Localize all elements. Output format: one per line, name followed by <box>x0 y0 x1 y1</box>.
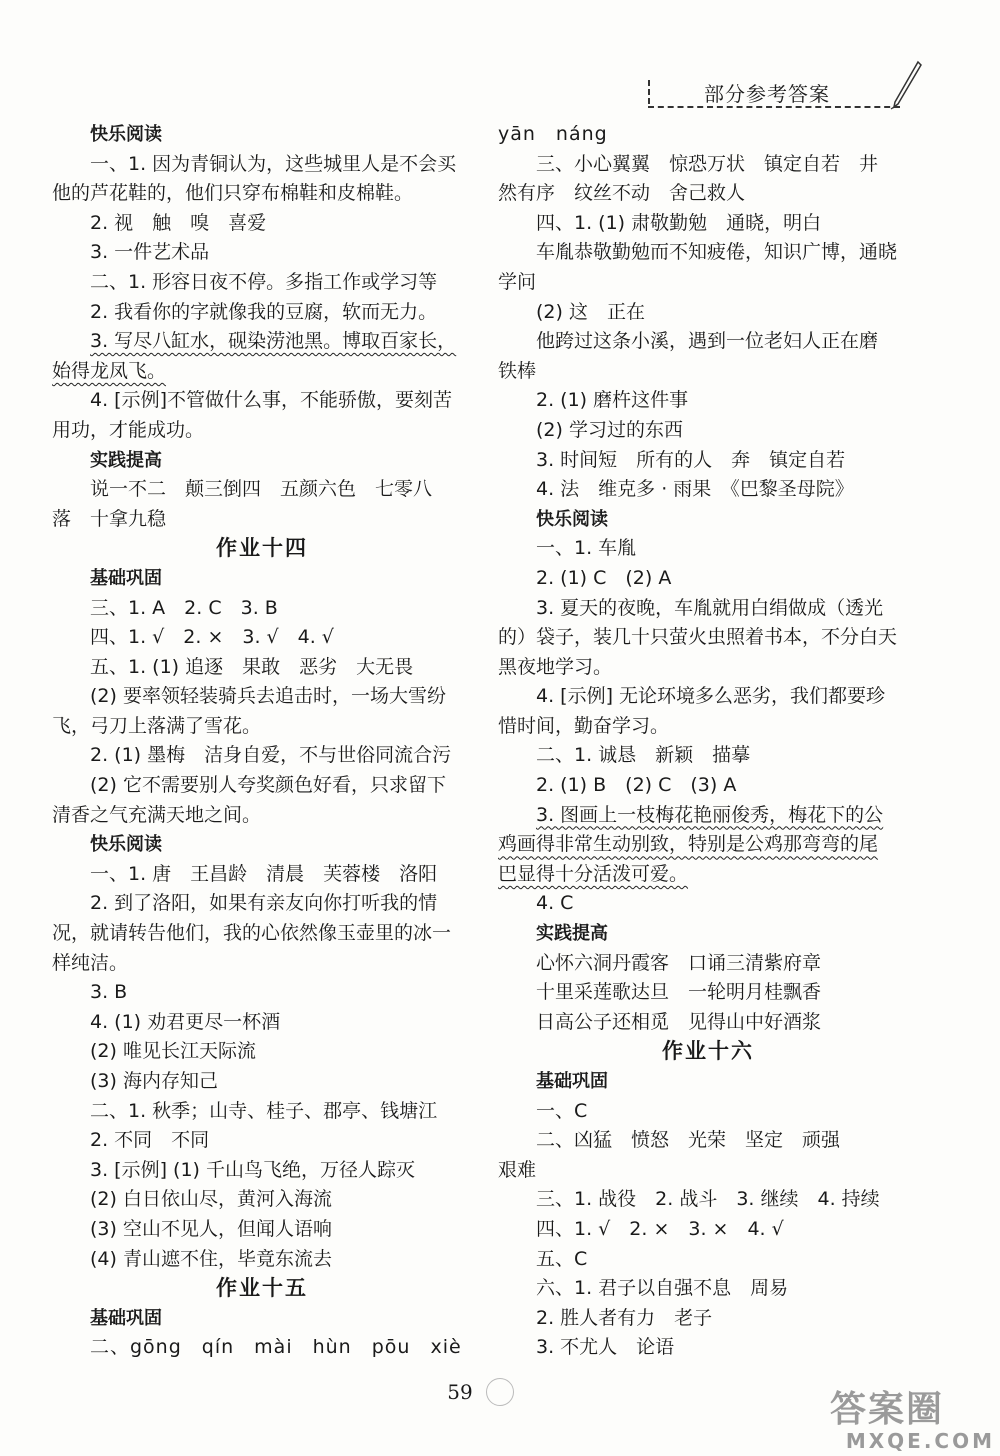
answer-line <box>498 623 918 653</box>
answer-text: 3. 图画上一枝梅花艳丽俊秀，梅花下的公 <box>536 803 884 826</box>
homework-heading <box>52 1274 472 1304</box>
section-heading <box>52 564 472 594</box>
answer-line <box>498 653 918 683</box>
answer-text: (3) 空山不见人，但闻人语响 <box>90 1217 332 1240</box>
answer-line <box>52 682 472 712</box>
answer-line <box>52 268 472 298</box>
answer-line <box>498 1097 918 1127</box>
page-number-text: 59 <box>447 1380 473 1404</box>
answer-text: (2) 要率领轻装骑兵去追击时，一场大雪纷 <box>90 685 446 708</box>
answer-line <box>498 801 918 831</box>
answer-line <box>498 179 918 209</box>
answer-text: 实践提高 <box>90 449 162 471</box>
page-header <box>648 74 900 108</box>
answer-text: 黑夜地学习。 <box>498 655 613 678</box>
answer-line <box>52 1333 472 1363</box>
answer-line <box>52 594 472 624</box>
answer-text: 作业十四 <box>216 536 308 561</box>
answer-text: 基础巩固 <box>90 567 162 589</box>
answer-text: 况，就请转告他们，我的心依然像玉壶里的冰一 <box>52 922 452 945</box>
answer-text: 一、1. 唐 王昌龄 清晨 芙蓉楼 洛阳 <box>90 862 438 885</box>
answer-line <box>52 741 472 771</box>
answer-text: 3. 夏天的夜晚，车胤就用白绢做成（透光 <box>536 596 884 619</box>
answer-line <box>52 327 472 357</box>
answer-text: 心怀六洞丹霞客 口诵三清紫府章 <box>536 951 822 974</box>
answer-text: 四、1. √ 2. × 3. √ 4. √ <box>90 626 334 649</box>
answer-text: 始得龙凤飞。 <box>52 359 167 382</box>
answer-text: 二、凶猛 愤怒 光荣 坚定 顽强 <box>536 1129 841 1152</box>
answer-text: 二、1. 秋季；山寺、桂子、郡亭、钱塘江 <box>90 1099 438 1122</box>
answer-line <box>52 1008 472 1038</box>
answer-line <box>498 150 918 180</box>
answer-line <box>498 771 918 801</box>
answer-line <box>498 327 918 357</box>
answer-text: 三、小心翼翼 惊恐万状 镇定自若 井 <box>536 152 879 175</box>
answer-text: 车胤恭敬勤勉而不知疲倦，知识广博，通晓 <box>536 241 898 264</box>
answer-text: 4. [示例]不管做什么事，不能骄傲，要刻苦 <box>90 389 452 412</box>
answer-line <box>498 712 918 742</box>
answer-text: yān náng <box>498 123 608 145</box>
answer-text: 2. (1) 墨梅 洁身自爱，不与世俗同流合污 <box>90 744 452 767</box>
answer-line <box>52 298 472 328</box>
answer-line <box>52 209 472 239</box>
answer-line <box>498 1245 918 1275</box>
answer-line <box>52 860 472 890</box>
answer-text: 实践提高 <box>536 923 608 945</box>
answer-text: 4. C <box>536 892 574 915</box>
answer-text: 一、1. 因为青铜认为，这些城里人是不会买 <box>90 152 457 175</box>
answer-line <box>52 1067 472 1097</box>
answer-line <box>52 357 472 387</box>
section-heading <box>52 1304 472 1334</box>
answer-line <box>498 446 918 476</box>
answer-text: 惜时间，勤奋学习。 <box>498 714 670 737</box>
homework-heading <box>498 1037 918 1067</box>
answer-line <box>498 1304 918 1334</box>
section-heading <box>498 919 918 949</box>
answer-text: 样纯洁。 <box>52 951 129 974</box>
answer-line <box>498 298 918 328</box>
answer-text: 一、C <box>536 1099 588 1122</box>
answer-line <box>52 179 472 209</box>
answer-line <box>498 416 918 446</box>
answer-text: 2. 到了洛阳，如果有亲友向你打听我的情 <box>90 892 438 915</box>
answer-text: 铁棒 <box>498 359 537 382</box>
answer-line <box>52 386 472 416</box>
answer-text: (4) 青山遮不住，毕竟东流去 <box>90 1247 332 1270</box>
answer-line <box>52 505 472 535</box>
answer-line <box>52 712 472 742</box>
answer-text: 四、1. √ 2. × 3. × 4. √ <box>536 1217 784 1240</box>
answer-line <box>52 949 472 979</box>
answer-text: 3. [示例] (1) 千山鸟飞绝，万径人踪灭 <box>90 1158 415 1181</box>
answer-line <box>498 1008 918 1038</box>
answer-text: 二、1. 形容日夜不停。多指工作或学习等 <box>90 270 438 293</box>
answer-line <box>52 1185 472 1215</box>
answer-line <box>52 238 472 268</box>
decorative-bubble-icon <box>486 1378 514 1406</box>
section-heading <box>498 505 918 535</box>
answer-text: 日高公子还相觅 见得山中好酒浆 <box>536 1010 822 1033</box>
answer-line <box>52 889 472 919</box>
answer-text: 五、1. (1) 追逐 果敢 恶劣 大无畏 <box>90 655 414 678</box>
answer-line <box>498 268 918 298</box>
answer-line <box>52 1037 472 1067</box>
answer-line <box>498 1185 918 1215</box>
pen-icon <box>890 60 924 110</box>
left-column <box>52 120 472 1363</box>
header-divider <box>648 80 650 104</box>
answer-text: 4. [示例] 无论环境多么恶劣，我们都要珍 <box>536 685 886 708</box>
answer-text: 快乐阅读 <box>90 124 162 145</box>
answer-text: 作业十六 <box>662 1039 754 1064</box>
answer-text: 他跨过这条小溪，遇到一位老妇人正在磨 <box>536 330 879 353</box>
answer-line <box>52 1245 472 1275</box>
answer-line <box>498 209 918 239</box>
section-heading <box>52 120 472 150</box>
answer-text: 艰难 <box>498 1158 537 1181</box>
answer-text: 的）袋子，装几十只萤火虫照着书本，不分白天 <box>498 626 898 649</box>
answer-line <box>52 623 472 653</box>
answer-text: 2. 胜人者有力 老子 <box>536 1306 713 1329</box>
answer-text: 基础巩固 <box>90 1307 162 1329</box>
watermark-logo <box>830 1390 995 1454</box>
answer-text: 四、1. (1) 肃敬勤勉 通晓，明白 <box>536 211 822 234</box>
right-column <box>498 120 918 1363</box>
answer-text: (2) 唯见长江天际流 <box>90 1040 256 1063</box>
answer-line <box>498 238 918 268</box>
answer-text: 基础巩固 <box>536 1071 608 1092</box>
answer-line <box>498 949 918 979</box>
answer-line <box>498 1156 918 1186</box>
answer-text: (2) 它不需要别人夸奖颜色好看，只求留下 <box>90 774 446 797</box>
answer-text: 2. 不同 不同 <box>90 1129 210 1152</box>
answer-line <box>52 475 472 505</box>
section-heading <box>52 446 472 476</box>
answer-line <box>52 653 472 683</box>
answer-line <box>52 150 472 180</box>
answer-line <box>52 1097 472 1127</box>
header-title: 部分参考答案 <box>704 82 830 106</box>
answer-text: 2. (1) B (2) C (3) A <box>536 774 737 797</box>
answer-line <box>498 534 918 564</box>
answer-text: 说一不二 颠三倒四 五颜六色 七零八 <box>90 478 433 501</box>
homework-heading <box>52 534 472 564</box>
answer-line <box>52 801 472 831</box>
answer-text: 4. (1) 劝君更尽一杯酒 <box>90 1010 281 1033</box>
answer-text: 2. 视 触 嗅 喜爱 <box>90 211 267 234</box>
answer-text: 三、1. A 2. C 3. B <box>90 596 278 619</box>
answer-text: 快乐阅读 <box>90 834 162 856</box>
answer-line <box>52 1156 472 1186</box>
answer-text: 用功，才能成功。 <box>52 418 205 441</box>
answer-text: (2) 这 正在 <box>536 300 645 323</box>
page-number <box>430 1374 490 1410</box>
answer-line <box>498 889 918 919</box>
answer-line <box>498 1274 918 1304</box>
answer-text: 清香之气充满天地之间。 <box>52 803 262 826</box>
answer-line <box>52 1215 472 1245</box>
answer-text: 飞，弓刀上落满了雪花。 <box>52 714 262 737</box>
answer-line <box>52 416 472 446</box>
answer-text: (2) 白日依山尽，黄河入海流 <box>90 1188 332 1211</box>
watermark-url: MXQE.COM <box>845 1429 995 1453</box>
answer-line <box>498 830 918 860</box>
answer-text: 鸡画得非常生动别致，特别是公鸡那弯弯的尾 <box>498 833 879 856</box>
answer-text: 3. 写尽八缸水，砚染涝池黑。博取百家长， <box>90 330 457 353</box>
answer-text: (2) 学习过的东西 <box>536 418 683 441</box>
answer-line <box>498 1333 918 1363</box>
answer-text: (3) 海内存知己 <box>90 1070 218 1092</box>
answer-text: 然有序 纹丝不动 舍己救人 <box>498 182 746 205</box>
answer-line <box>498 978 918 1008</box>
answer-text: 二、gōng qín mài hùn pōu xiè <box>90 1336 462 1359</box>
section-heading <box>52 830 472 860</box>
answer-line <box>498 357 918 387</box>
answer-text: 3. 一件艺术品 <box>90 241 210 264</box>
answer-text: 4. 法 维克多 · 雨果 《巴黎圣母院》 <box>536 478 854 501</box>
answer-line <box>52 978 472 1008</box>
answer-text: 三、1. 战役 2. 战斗 3. 继续 4. 持续 <box>536 1188 880 1211</box>
answer-line <box>52 919 472 949</box>
answer-line <box>498 682 918 712</box>
answer-text: 落 十拿九稳 <box>52 507 167 530</box>
answer-line <box>498 860 918 890</box>
answer-text: 十里采莲歌达旦 一轮明月桂飘香 <box>536 981 822 1004</box>
answer-text: 巴显得十分活泼可爱。 <box>498 862 689 885</box>
answer-text: 2. (1) 磨杵这件事 <box>536 389 689 412</box>
answer-line <box>498 386 918 416</box>
answer-line <box>498 1215 918 1245</box>
answer-line <box>498 564 918 594</box>
answer-text: 3. 不尤人 论语 <box>536 1336 675 1359</box>
answer-text: 他的芦花鞋的，他们只穿布棉鞋和皮棉鞋。 <box>52 182 414 205</box>
answer-line <box>498 475 918 505</box>
answer-text: 2. (1) C (2) A <box>536 566 672 589</box>
watermark-mark: 答案圈 <box>830 1389 945 1430</box>
answer-line <box>52 771 472 801</box>
answer-text: 2. 我看你的字就像我的豆腐，软而无力。 <box>90 300 438 323</box>
answer-text: 二、1. 诚恳 新颖 描摹 <box>536 744 751 767</box>
answer-text: 六、1. 君子以自强不息 周易 <box>536 1277 789 1300</box>
answer-line <box>498 741 918 771</box>
answer-line <box>498 594 918 624</box>
answer-text: 作业十五 <box>216 1276 308 1301</box>
answer-text: 五、C <box>536 1247 588 1270</box>
answer-text: 一、1. 车胤 <box>536 537 637 560</box>
answer-text: 快乐阅读 <box>536 508 608 530</box>
answer-text: 学问 <box>498 270 537 293</box>
answer-text: 3. B <box>90 981 128 1004</box>
answer-line <box>498 1126 918 1156</box>
answer-line <box>498 120 918 150</box>
section-heading <box>498 1067 918 1097</box>
answer-text: 3. 时间短 所有的人 奔 镇定自若 <box>536 448 846 471</box>
answer-line <box>52 1126 472 1156</box>
